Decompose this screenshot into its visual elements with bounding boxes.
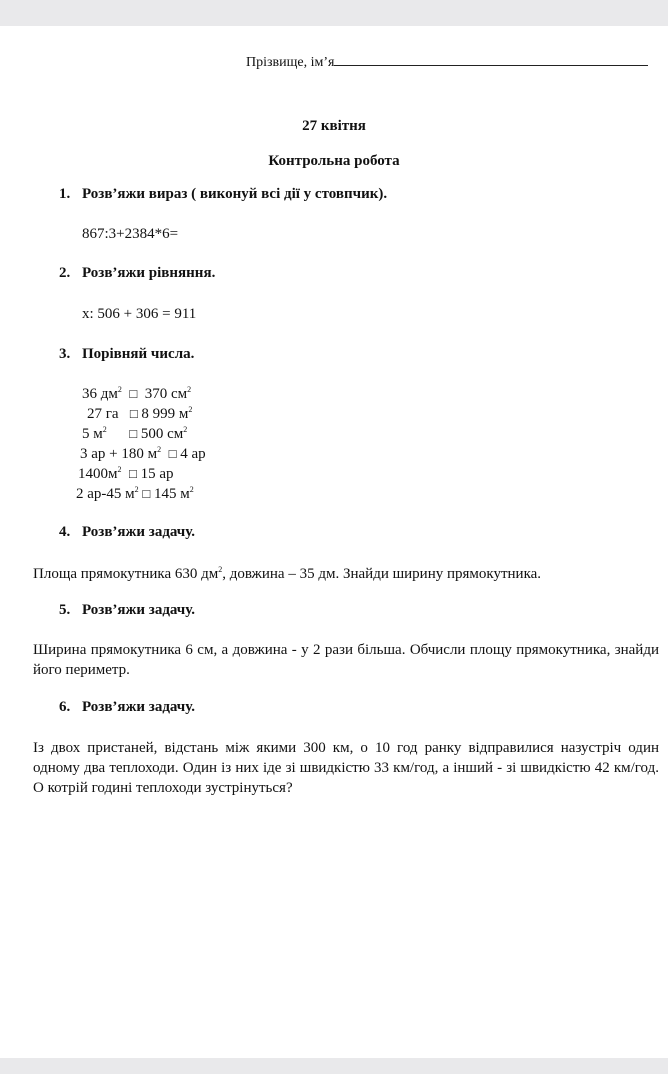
compare-box: □ xyxy=(129,406,138,421)
comparison-row: 5 $м^2$ □ 500 $см^2$ xyxy=(82,425,188,442)
compare-box: □ xyxy=(129,466,137,481)
comparison-row: 3 ар + 180 $м^2$ □ 4 ар xyxy=(80,445,206,462)
viewer-top-bar xyxy=(0,0,668,26)
task-2-equation: х: 506 + 306 = 911 xyxy=(82,306,197,322)
task-5-heading xyxy=(59,602,195,619)
task-4-title: Розв’яжи задачу. xyxy=(82,524,196,540)
task-2-number: 2. xyxy=(59,265,71,281)
compare-box: □ xyxy=(168,446,177,461)
comparison-row: $1400м^2$ □ 15 ар xyxy=(78,465,174,482)
comparison-row: 2 ар-45 $м^2$ □ 145 $м^2$ xyxy=(76,485,194,502)
task-2-title: Розв’яжи рівняння. xyxy=(82,265,216,281)
page-title: Контрольна робота xyxy=(268,153,400,169)
task-1-title: Розв’яжи вираз ( виконуй всі дії у стовпчик). xyxy=(82,186,388,202)
task-2-heading xyxy=(59,265,215,282)
task-1-expression: 867:3+2384*6= xyxy=(82,226,179,242)
task-6-text: Із двох пристаней, відстань між якими 300 км, о 10 год ранку відправилися назустріч один одному два теплоходи. Один із них іде зі швидкістю 33 км/год, а інший - зі швидкістю 42 км/год. О котрій годині теплоходи зустрінуться? xyxy=(33,740,659,796)
task-5-text: Ширина прямокутника 6 см, а довжина - у 2 рази більша. Обчисли площу прямокутника, знайди його периметр. xyxy=(33,642,659,678)
date: 27 квітня xyxy=(302,118,366,134)
task-4-heading xyxy=(59,524,195,541)
task-1-heading xyxy=(59,186,387,203)
viewer-bottom-bar xyxy=(0,1058,668,1074)
task-1-number: 1. xyxy=(59,186,71,202)
comparison-row: 27 га □ 8 999 $м^2$ xyxy=(87,405,193,422)
task-6-title: Розв’яжи задачу. xyxy=(82,699,196,715)
compare-box: □ xyxy=(142,486,151,501)
task-3-heading xyxy=(59,346,194,363)
document-page xyxy=(0,26,668,1058)
comparison-row: 36 $дм^2$ □ 370 $см^2$ xyxy=(82,385,192,402)
name-blank-line xyxy=(334,53,648,66)
compare-box: □ xyxy=(129,386,138,401)
task-4-number: 4. xyxy=(59,524,71,540)
task-5-number: 5. xyxy=(59,602,71,618)
name-label: Прізвище, ім’я xyxy=(246,55,335,70)
task-6-number: 6. xyxy=(59,699,71,715)
task-3-number: 3. xyxy=(59,346,71,362)
task-5-title: Розв’яжи задачу. xyxy=(82,602,196,618)
task-3-title: Порівняй числа. xyxy=(82,346,195,362)
compare-box: □ xyxy=(129,426,138,441)
name-field xyxy=(246,53,648,71)
task-6-heading xyxy=(59,699,195,716)
task-4-text: Площа прямокутника 630 $дм^2$, довжина – 35 дм. Знайди ширину прямокутника. xyxy=(33,565,542,582)
